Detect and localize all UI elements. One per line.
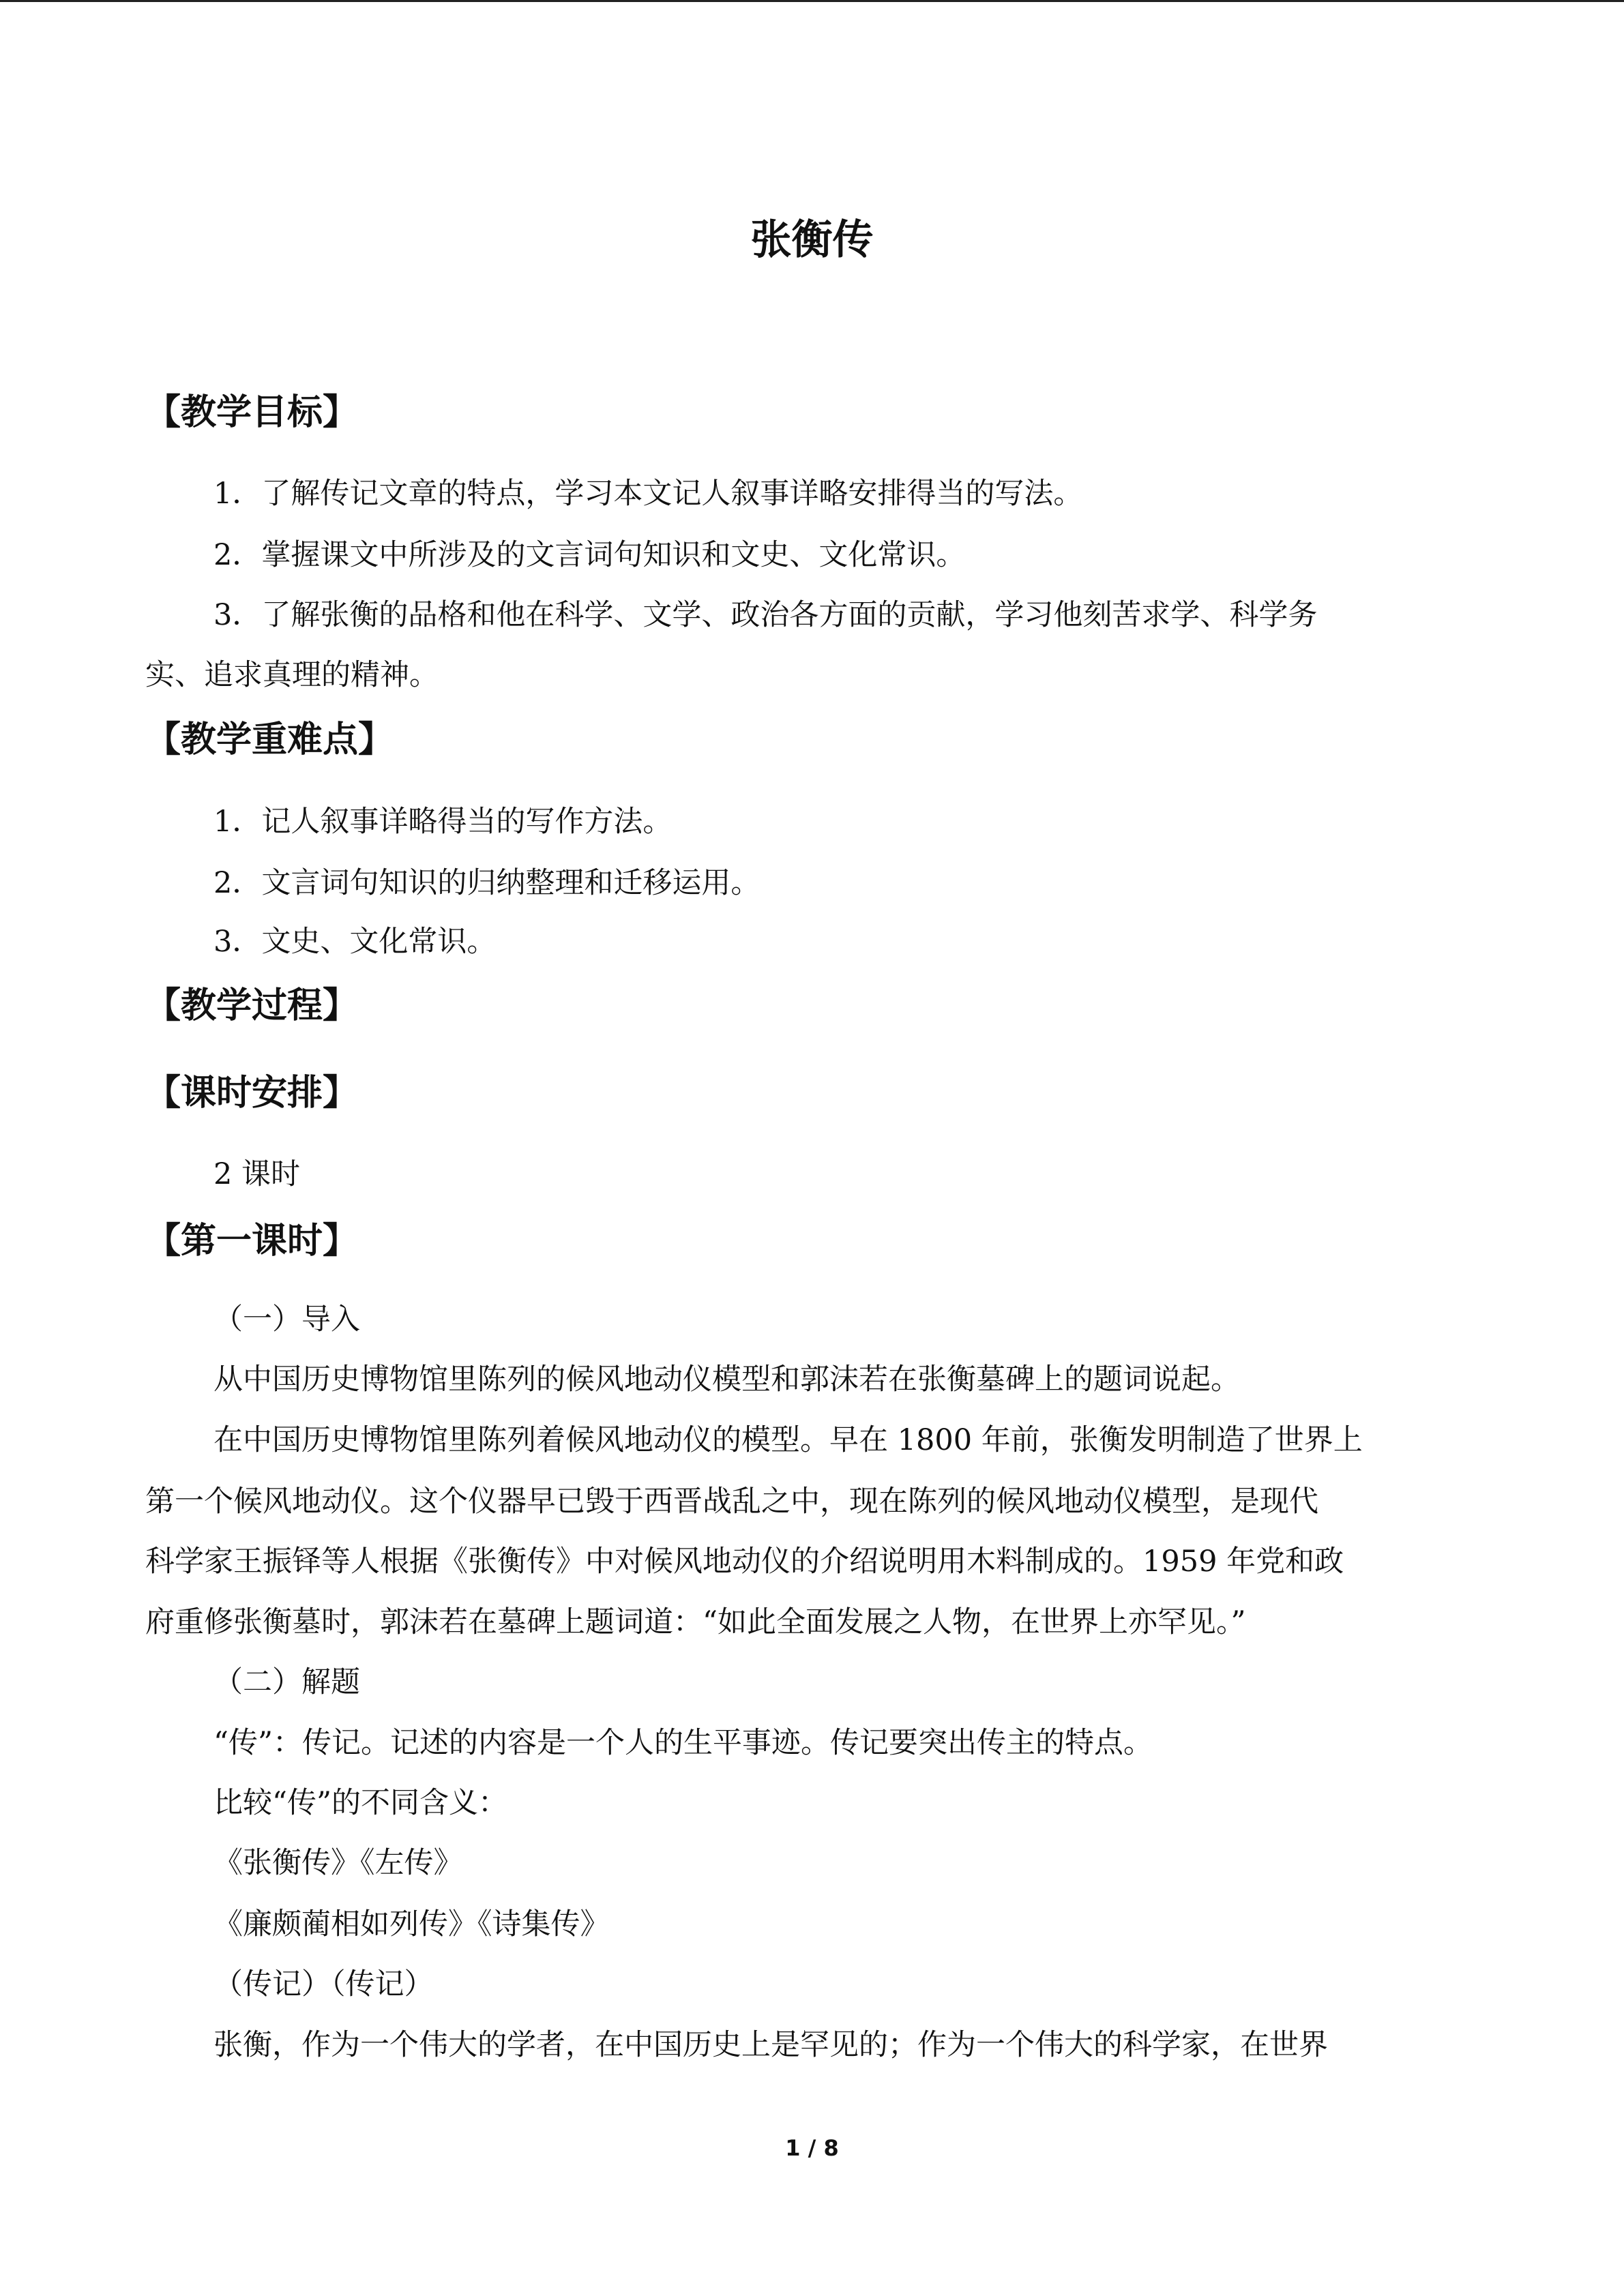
lesson-line-paragraph-1: 在中国历史博物馆里陈列着候风地动仪的模型。早在 1800 年前，张衡发明制造了世界上 (213, 1423, 1363, 1457)
heading-schedule: 【课时安排】 (145, 1073, 359, 1114)
lesson-line-title-analysis-heading: （二）解题 (213, 1665, 360, 1699)
lesson-line-zhangheng-intro: 张衡，作为一个伟大的学者，在中国历史上是罕见的；作为一个伟大的科学家，在世界 (213, 2028, 1328, 2062)
lesson-line-paragraph-3: 科学家王振铎等人根据《张衡传》中对候风地动仪的介绍说明用木料制成的。1959 年党和政 (145, 1545, 1344, 1579)
lesson-line-intro-summary: 从中国历史博物馆里陈列的候风地动仪模型和郭沫若在张衡墓碑上的题词说起。 (213, 1362, 1240, 1397)
lesson-line-compare-2: 《廉颇蔺相如列传》《诗集传》 (213, 1907, 610, 1941)
heading-key-points: 【教学重难点】 (145, 719, 394, 760)
document-title: 张衡传 (750, 216, 874, 264)
lesson-line-compare-1: 《张衡传》《左传》 (213, 1846, 463, 1880)
page-top-border (0, 0, 1624, 2)
objective-item-2: 2．掌握课文中所涉及的文言词句知识和文史、文化常识。 (213, 538, 966, 572)
lesson-line-intro-heading: （一）导入 (213, 1302, 360, 1337)
page-number: 1 / 8 (785, 2135, 839, 2161)
heading-lesson-one: 【第一课时】 (145, 1221, 359, 1262)
heading-process: 【教学过程】 (145, 985, 359, 1026)
lesson-line-compare-heading: 比较“传”的不同含义： (213, 1786, 507, 1820)
heading-objectives: 【教学目标】 (145, 392, 359, 433)
objective-item-3-continued: 实、追求真理的精神。 (145, 658, 439, 692)
objective-item-1: 1．了解传记文章的特点，学习本文记人叙事详略安排得当的写法。 (213, 477, 1083, 511)
lesson-line-paragraph-4: 府重修张衡墓时，郭沫若在墓碑上题词道：“如此全面发展之人物，在世界上亦罕见。” (145, 1605, 1246, 1639)
key-point-item-3: 3．文史、文化常识。 (213, 925, 497, 959)
key-point-item-1: 1．记人叙事详略得当的写作方法。 (213, 805, 673, 839)
lesson-line-compare-3: （传记）（传记） (213, 1967, 434, 2001)
lesson-line-zhuan-definition: “传”：传记。记述的内容是一个人的生平事迹。传记要突出传主的特点。 (213, 1726, 1153, 1760)
schedule-text: 2 课时 (213, 1157, 301, 1191)
objective-item-3: 3．了解张衡的品格和他在科学、文学、政治各方面的贡献，学习他刻苦求学、科学务 (213, 598, 1318, 632)
lesson-line-paragraph-2: 第一个候风地动仪。这个仪器早已毁于西晋战乱之中，现在陈列的候风地动仪模型，是现代 (145, 1485, 1318, 1519)
key-point-item-2: 2．文言词句知识的归纳整理和迁移运用。 (213, 866, 761, 900)
